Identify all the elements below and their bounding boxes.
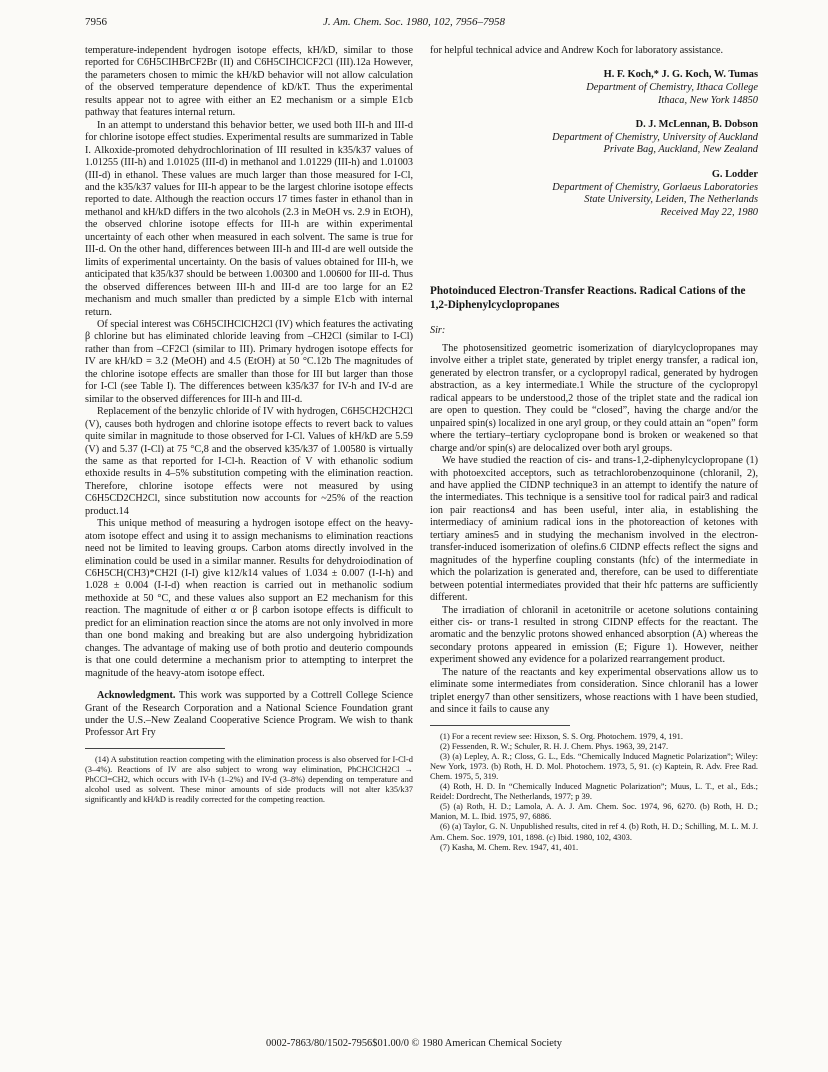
running-header [85,16,743,32]
references-list [430,732,758,853]
references-rule [430,725,570,726]
body-paragraph: The irradiation of chloranil in acetonitrile or acetone solutions containing either cis- or trans-1 resulted in strong CIDNP effects for the reactant. The aromatic and the benzylic protons showed enhanced absorption (A) whereas the secondary protons appeared in emission (E; Figure 1). However, neither experiment showed any evidence for a polarized rearrangement product. [430,604,758,666]
acknowledgment [85,690,413,740]
body-paragraph: The photosensitized geometric isomerization of diarylcyclopropanes may involve either a triplet state, generated by triplet energy transfer, a radical ion, generated by electron transfer, or a cyclopropyl radical, generated by hydrogen abstraction, as a key intermediate.1 While the structure of the cyclopropyl radical appears to be understood,2 those of the triplet state and the radical ion are open to question. They could be “closed”, having the charge and/or the unpaired spin(s) localized in one aryl group, or they could attain an “open” form where the tertiary–tertiary cyclopropane bond is broken or weakened so that charge and/or spin(s) are delocalized over both aryl groups. [430,343,758,454]
reference-item: (7) Kasha, M. Chem. Rev. 1947, 41, 401. [440,842,579,852]
author-names: H. F. Koch,* J. G. Koch, W. Tumas [603,69,758,81]
acknowledgment-text: This work was supported by a Cottrell College Science Grant of the Research Corporation and a National Science Foundation grant under the U.S.–New Zealand Cooperative Science Program. We wish to thank Professor Art Fry [85,690,413,739]
department-line: Department of Chemistry, University of Auckland [552,131,758,143]
reference-item: (3) (a) Lepley, A. R.; Closs, G. L., Eds. “Chemically Induced Magnetic Polarization”; Wiley: New York, 1973. (b) Roth, H. D. Mol. Photochem. 1973, 5, 91. (c) Kaptein, R. Adv. Free Rad. Chem. 1975, 5, 319. [430,751,758,781]
department-line: Department of Chemistry, Ithaca College [586,82,758,94]
received-date: Received May 22, 1980 [660,206,758,218]
right-column [430,45,758,853]
reference-item: (2) Fessenden, R. W.; Schuler, R. H. J. Chem. Phys. 1963, 39, 2147. [440,741,669,751]
copyright-footer: 0002-7863/80/1502-7956$01.00/0 © 1980 American Chemical Society [266,1038,562,1049]
acknowledgment-label: Acknowledgment. [97,690,176,702]
author-names: G. Lodder [711,169,758,181]
body-paragraph: Replacement of the benzylic chloride of IV with hydrogen, C6H5CH2CH2Cl (V), causes both hydrogen and chlorine isotope effects to revert back to values quite similar in magnitude to those observed for I-Cl. Values of kH/kD are 5.59 (V) and 5.37 (I-Cl) at 75 °C,8 and the observed k35/k37 of 1.00580 is virtually the same as that reported for I-Cl-h. Reaction of V with ethanolic sodium ethoxide results in 4–5% substitution competing with the elimination reaction. Therefore, chlorine isotope effects were not measured by using C6H5CD2CH2Cl, since substitution now accounts for ~25% of the reaction product.14 [85,406,413,517]
department-line: State University, Leiden, The Netherlands [584,194,758,206]
body-paragraph: temperature-independent hydrogen isotope effects, kH/kD, similar to those reported for C6H5CIHBrCF2Br (II) and C6H5CIHClCF2Cl (III).12a However, the parameters chosen to mimic the kH/kD behavior will not allow calculation of the observed temperature dependence of kD/kT. Thus the experimental results appear not to agree with either an E2 mechanism or a simple E1cb pathway that features internal return. [85,45,413,119]
department-line: Ithaca, New York 14850 [657,94,758,106]
body-paragraph: This unique method of measuring a hydrogen isotope effect on the heavy-atom isotope effect and using it to assign mechanisms to elimination reactions need not be limited to leaving groups. Carbon atoms directly involved in the elimination could be used in a similar manner. Results for dehydroiodination of C6H5CH(CH3)*CH2I (I-I) give k12/k14 values of 1.034 ± 0.007 (I-I-h) and 1.028 ± 0.004 (I-I-d) when reaction is carried out in methanolic sodium methoxide at 50 °C, and these values also support an E2 mechanism for this reaction. The magnitude of either α or β carbon isotope effects is difficult to predict for an elimination reaction since the atoms are not only involved in more than one bond making and breaking but are also undergoing hybridization changes. The advantage of making use of both protio and deuterio compounds is that one could determine a mechanism prior to attempting to interpret the magnitude of the heavy-atom isotope effect. [85,518,413,679]
article-title: Photoinduced Electron-Transfer Reactions. Radical Cations of the 1,2-Diphenylcyclopropanes [430,285,746,311]
department-line: Department of Chemistry, Gorlaeus Laboratories [552,181,758,193]
department-line: Private Bag, Auckland, New Zealand [603,144,758,156]
author-affiliations [430,69,758,219]
page-number: 7956 [85,16,107,28]
footnote-rule [85,748,225,749]
salutation: Sir: [430,324,446,336]
footnote-14: (14) A substitution reaction competing with the elimination process is also observed for I-Cl-d (3–4%). Reactions of IV are also subject to wrong way elimination, PhCHClCH2Cl → PhCCl=CH2, which occurs with IV-h (1–2%) and IV-d (3–8%) depending on temperature and alcohol used as solvent. These minor amounts of side products will not alter k35/k37 significantly and kH/kD is readily corrected for the competing reaction. [85,754,413,805]
body-paragraph: We have studied the reaction of cis- and trans-1,2-diphenylcyclopropane (1) with photoexcited acceptors, such as tetrachlorobenzoquinone (chloranil, 2), and have applied the CIDNP technique3 in an attempt to identify the nature of the intermediates. This technique is a sensitive tool for radical pair3 and radical ion pair reactions4 and has been useful, inter alia, in establishing the intermediacy of aminium radical ions in the photoreaction of ketones with tertiary amines5 and in studying the mechanism involved in the electron-transfer-induced isomerization of olefins.6 CIDNP effects reflect the signs and magnitudes of the hyperfine coupling constants (hfc) of the intermediate in which the polarization is generated and, therefore, can be used to differentiate between potential intermediates provided that their hfc patterns are sufficiently different. [430,455,758,604]
body-paragraph: In an attempt to understand this behavior better, we used both III-h and III-d for chlorine isotope effect studies. Experimental results are summarized in Table I. Alkoxide-promoted dehydrochlorination of III resulted in k35/k37 values of 1.01255 (III-h) and 1.01025 (III-d) in methanol and 1.01229 (III-h) and 1.01003 (III-d) in ethanol. These values are much larger than those measured for I-Cl, and the k35/k37 values for III-h appear to be the largest chlorine isotope effects reported to date. Although the reaction occurs 17 times faster in ethanol than in methanol and kH/kD differs in the two alcohols (2.3 in MeOH vs. 2.9 in EtOH), the observed chlorine isotope effects for III-h are within experimental uncertainty of each other when measured in each solvent. The same is true for III-d. On the other hand, differences between III-h and III-d are well outside the limits of experimental uncertainty. On the basis of values obtained for III-h, we anticipated that k35/k37 should be between 1.00300 and 1.00600 for III-d. Thus the observed differences between III-h and III-d are too large for an E2 mechanism and much smaller than predicted by a simple E1cb with internal return. [85,119,413,318]
body-paragraph: The nature of the reactants and key experimental observations allow us to eliminate some intermediates from consideration. Since chloranil has a lower triplet energy7 than other sensitizers, whose reactions with 1 have been studied, and since it fails to cause any [430,666,758,716]
acknowledgment-continued: for helpful technical advice and Andrew Koch for laboratory assistance. [430,45,724,56]
reference-item: (1) For a recent review see: Hixson, S. S. Org. Photochem. 1979, 4, 191. [440,731,683,741]
body-paragraph: Of special interest was C6H5CIHClCH2Cl (IV) which features the activating β chlorine but has eliminated chloride leaving from –CH2Cl (similar to I-Cl) rather than from –CF2Cl (similar to III). Primary hydrogen isotope effects for IV are kH/kD = 3.2 (MeOH) and 4.5 (EtOH) at 50 °C.12b The magnitudes of the chlorine isotope effects are smaller than those for III but larger than those for I-Cl (see Table I). The differences between k35/k37 for IV-h and IV-d are similar to the observed differences for III-h and III-d. [85,318,413,405]
author-names: D. J. McLennan, B. Dobson [635,119,758,131]
reference-item: (4) Roth, H. D. In “Chemically Induced Magnetic Polarization”; Muus, L. T., et al., Eds.; Reidel: Dordrecht, The Netherlands, 1977; p 39. [430,782,758,802]
reference-item: (5) (a) Roth, H. D.; Lamola, A. A. J. Am. Chem. Soc. 1974, 96, 6270. (b) Roth, H. D.; Manion, M. L. Ibid. 1975, 97, 6886. [430,802,758,822]
left-column [85,45,413,805]
reference-item: (6) (a) Taylor, G. N. Unpublished results, cited in ref 4. (b) Roth, H. D.; Schilling, M. L. M. J. Am. Chem. Soc. 1979, 101, 1898. (c) Ibid. 1980, 102, 4303. [430,822,758,842]
journal-citation: J. Am. Chem. Soc. 1980, 102, 7956–7958 [323,16,505,28]
